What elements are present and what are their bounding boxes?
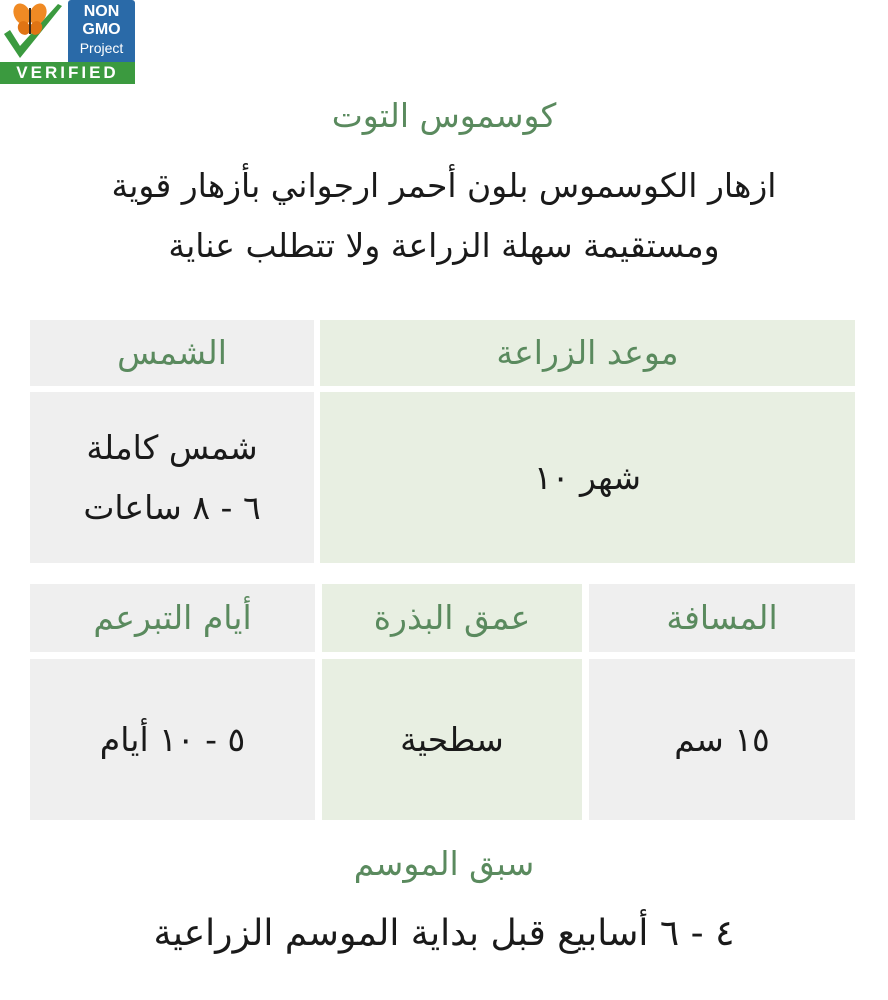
header-spacing-label: المسافة [666, 598, 778, 637]
value-planting-time [320, 392, 855, 563]
non-gmo-badge [0, 0, 135, 84]
header-planting-time-label: موعد الزراعة [496, 333, 679, 372]
season-title: سبق الموسم [353, 844, 535, 883]
product-description: ازهار الكوسموس بلون أحمر ارجواني بأزهار قوية ومستقيمة سهلة الزراعة ولا تتطلب عناية [111, 166, 777, 265]
header-planting-time [320, 320, 855, 386]
header-spacing [589, 584, 855, 652]
page-title: كوسموس التوت [331, 96, 557, 135]
value-spacing [589, 659, 855, 820]
value-sun-line1: شمس كاملة [86, 427, 258, 467]
header-seed-depth [322, 584, 582, 652]
season-description: ٤ - ٦ أسابيع قبل بداية الموسم الزراعية [153, 913, 735, 954]
value-sun [30, 392, 314, 563]
header-germination [30, 584, 315, 652]
value-sun-line2: ٦ - ٨ ساعات [83, 487, 261, 527]
badge-line-gmo: GMO [82, 21, 121, 38]
butterfly-check-icon [0, 0, 68, 62]
header-sun-label: الشمس [117, 333, 227, 372]
value-planting-time-text: شهر ١٠ [534, 457, 642, 497]
value-germination-text: ٥ - ١٠ أيام [99, 719, 246, 759]
badge-verified-bar: VERIFIED [0, 62, 135, 84]
header-seed-depth-label: عمق البذرة [373, 598, 531, 637]
header-sun [30, 320, 314, 386]
value-seed-depth-text: سطحية [400, 719, 504, 759]
value-germination [30, 659, 315, 820]
badge-text-box [68, 0, 135, 62]
badge-line-project: Project [79, 40, 124, 56]
header-germination-label: أيام التبرعم [93, 598, 252, 637]
value-spacing-text: ١٥ سم [674, 719, 770, 759]
value-seed-depth [322, 659, 582, 820]
badge-line-non: NON [83, 3, 120, 20]
